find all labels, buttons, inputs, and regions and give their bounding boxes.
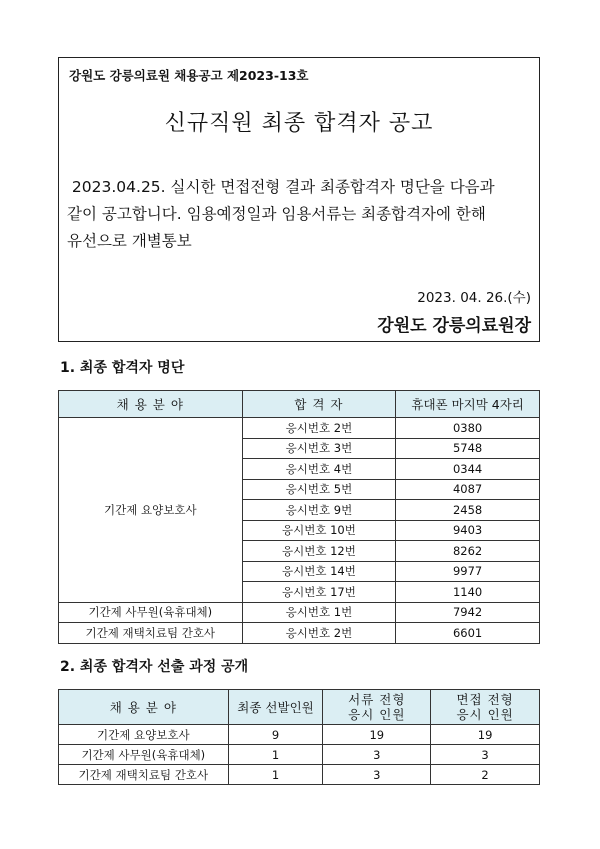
applicant-cell: 응시번호 2번 [242,623,396,644]
applicant-cell: 응시번호 10번 [242,520,396,541]
interview-cell: 19 [431,725,540,745]
interview-cell: 2 [431,765,540,785]
phone-cell: 8262 [396,541,540,562]
section1-title: 1. 최종 합격자 명단 [60,360,185,376]
doc-cell: 3 [323,745,431,765]
notice-body-line: 유선으로 개별통보 [67,232,192,250]
applicant-cell: 응시번호 12번 [242,541,396,562]
notice-date: 2023. 04. 26.(수) [417,290,531,306]
table-row [59,602,540,623]
applicant-cell: 응시번호 2번 [242,418,396,439]
field-cell: 기간제 재택치료팀 간호사 [59,765,229,785]
section2-title: 2. 최종 합격자 선출 과정 공개 [60,659,249,675]
applicant-cell: 응시번호 9번 [242,500,396,521]
selection-table-body [59,725,540,785]
table-header-row [59,391,540,418]
selection-process-table [58,689,540,785]
table-row [59,745,540,765]
phone-cell: 2458 [396,500,540,521]
final-cell: 1 [228,765,323,785]
field-cell: 기간제 사무원(육휴대체) [59,745,229,765]
table-header-row [59,690,540,725]
applicant-cell: 응시번호 14번 [242,561,396,582]
applicant-cell: 응시번호 1번 [242,602,396,623]
header-interview-line2: 응시 인원 [456,707,514,722]
notice-box [58,57,540,342]
header-interview-line1: 면접 전형 [456,692,514,707]
header-final: 최종 선발인원 [228,690,323,725]
header-interview [431,690,540,725]
table-row [59,623,540,644]
interview-cell: 3 [431,745,540,765]
table-row [59,418,540,439]
field-cell: 기간제 요양보호사 [59,418,243,603]
phone-cell: 5748 [396,438,540,459]
field-cell: 기간제 사무원(육휴대체) [59,602,243,623]
header-applicant: 합 격 자 [242,391,396,418]
phone-cell: 0344 [396,459,540,480]
phone-cell: 9403 [396,520,540,541]
table-row [59,725,540,745]
notice-body-line: 같이 공고합니다. 임용예정일과 임용서류는 최종합격자에 한해 [67,205,486,223]
phone-cell: 1140 [396,582,540,603]
header-field: 채 용 분 야 [59,391,243,418]
phone-cell: 6601 [396,623,540,644]
finalist-table [58,390,540,644]
notice-number: 강원도 강릉의료원 채용공고 제2023-13호 [69,68,309,83]
table-row [59,765,540,785]
header-document-line2: 응시 인원 [348,707,406,722]
doc-cell: 19 [323,725,431,745]
final-cell: 1 [228,745,323,765]
applicant-cell: 응시번호 4번 [242,459,396,480]
applicant-cell: 응시번호 17번 [242,582,396,603]
field-cell: 기간제 요양보호사 [59,725,229,745]
phone-cell: 7942 [396,602,540,623]
header-document-line1: 서류 전형 [348,692,406,707]
field-cell: 기간제 재택치료팀 간호사 [59,623,243,644]
header-field: 채 용 분 야 [59,690,229,725]
notice-body-line: 2023.04.25. 실시한 면접전형 결과 최종합격자 명단을 다음과 [67,178,495,196]
applicant-cell: 응시번호 5번 [242,479,396,500]
phone-cell: 0380 [396,418,540,439]
finalist-table-body [59,418,540,644]
notice-organization: 강원도 강릉의료원장 [377,316,531,336]
doc-cell: 3 [323,765,431,785]
applicant-cell: 응시번호 3번 [242,438,396,459]
phone-cell: 9977 [396,561,540,582]
phone-cell: 4087 [396,479,540,500]
header-phone: 휴대폰 마지막 4자리 [396,391,540,418]
notice-body [67,174,531,255]
notice-title: 신규직원 최종 합격자 공고 [164,111,434,136]
final-cell: 9 [228,725,323,745]
header-document [323,690,431,725]
